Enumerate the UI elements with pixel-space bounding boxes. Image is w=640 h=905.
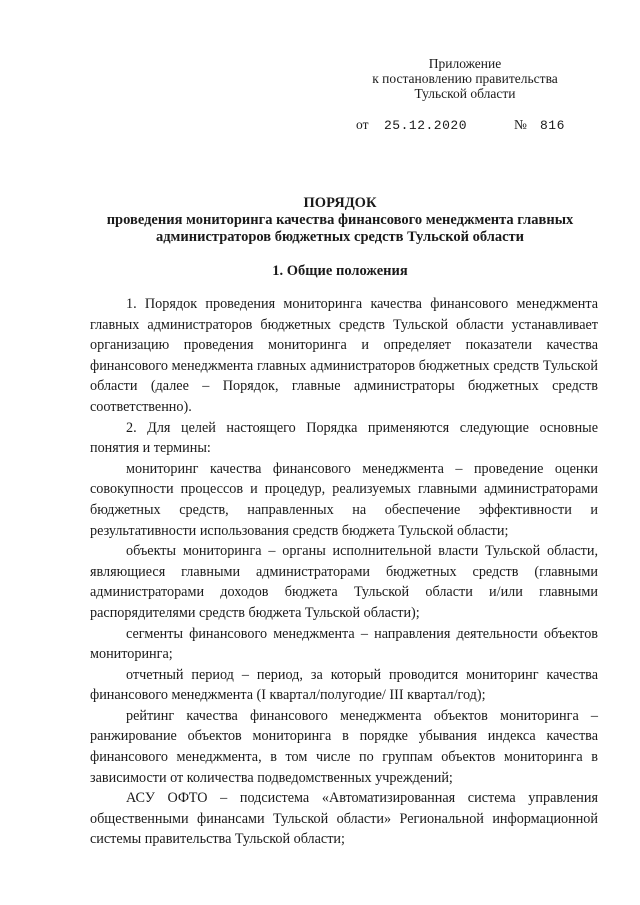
title-line-1: проведения мониторинга качества финансового менеджмента главных [106,212,574,228]
paragraph: сегменты финансового менеджмента – направления деятельности объектов мониторинга; [90,625,598,663]
paragraph: рейтинг качества финансового менеджмента объектов мониторинга – ранжирование объектов мониторинга в порядке убывания индекса качества финансового менеджмента, в том числе по группам объектов мониторинга в зависимости от количества подведомственных учреждений; [90,707,598,786]
appendix-decree-ref: к постановлению правительства [372,71,558,86]
paragraph: отчетный период – период, за который проводится мониторинг качества финансового менеджмента (I квартал/полугодие/ III квартал/год); [90,666,598,704]
decree-date: 25.12.2020 [384,118,468,133]
from-label: от [356,117,369,132]
paragraph: 1. Порядок проведения мониторинга качества финансового менеджмента главных администраторов бюджетных средств Тульской области устанавливает организацию проведения мониторинга и определяет показатели качества финансового менеджмента главных администраторов бюджетных средств Тульской области (далее – Порядок, главные администраторы бюджетных средств соответственно). [90,296,598,415]
paragraph: 2. Для целей настоящего Порядка применяются следующие основные понятия и термины: [90,419,598,457]
paragraph: объекты мониторинга – органы исполнительной власти Тульской области, являющиеся главными администраторами бюджетных средств (главными администраторами доходов бюджета Тульской области и/или главными распорядителями средств бюджета Тульской области); [90,543,598,621]
title-line-2: администраторов бюджетных средств Тульской области [155,229,525,245]
appendix-header [330,56,600,101]
title-main: ПОРЯДОК [303,195,377,211]
paragraph: АСУ ОФТО – подсистема «Автоматизированная система управления общественными финансами Тульской области» Региональной информационной системы правительства Тульской области; [90,790,598,848]
document-title [70,195,610,246]
section-heading: 1. Общие положения [272,263,408,279]
decree-number: 816 [540,118,565,133]
appendix-region: Тульской области [414,86,516,101]
paragraph: мониторинг качества финансового менеджмента – проведение оценки совокупности процессов и процедур, реализуемых главными администраторами бюджетных средств, направленных на обеспечение эффективности и результативности использования средств бюджета Тульской области; [90,460,598,539]
document-body [90,294,598,850]
number-sign: № [514,117,527,132]
appendix-label: Приложение [428,56,502,71]
